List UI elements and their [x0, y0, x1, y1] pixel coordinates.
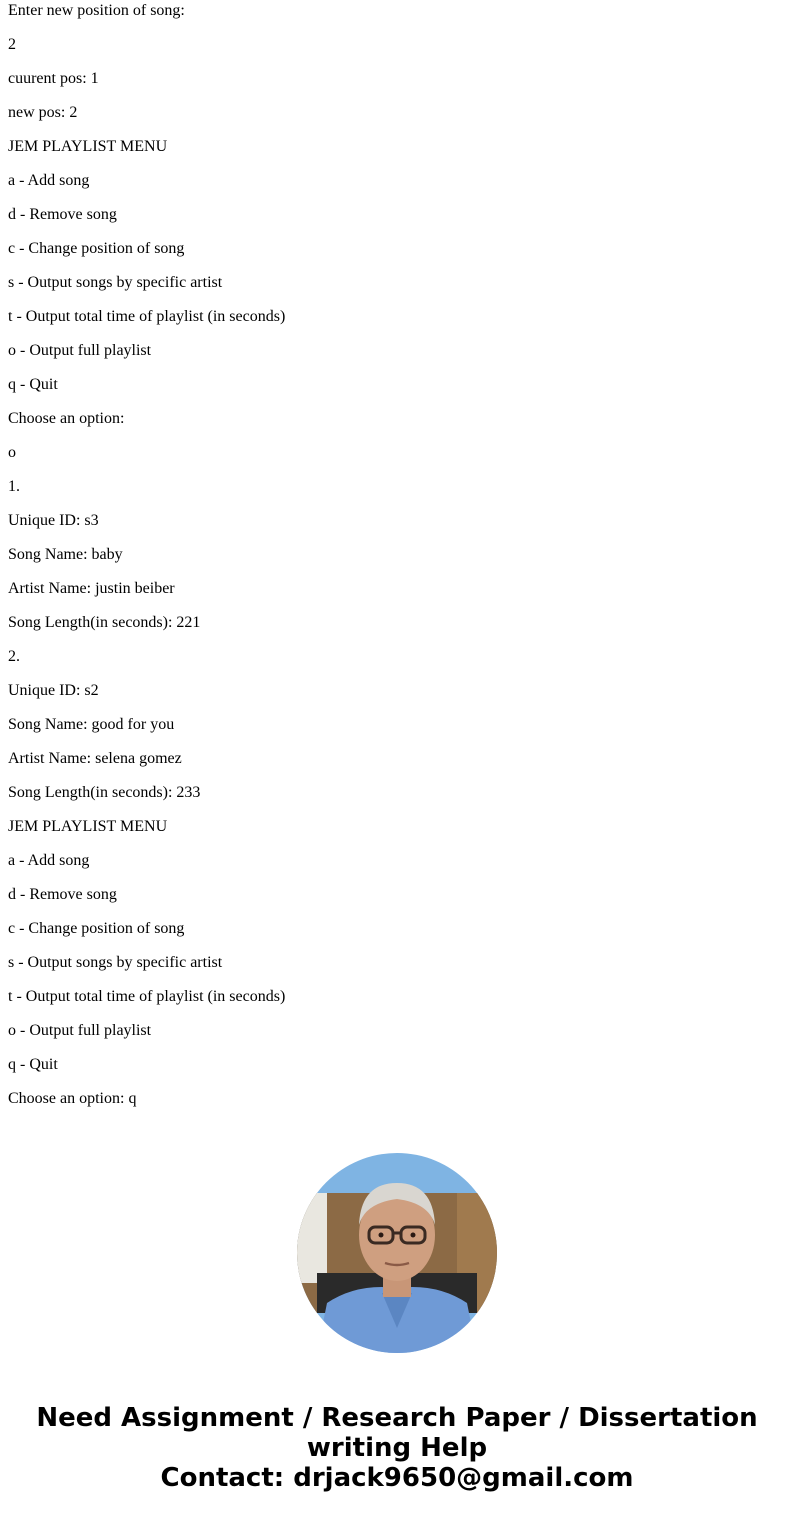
console-line: Unique ID: s2 — [8, 682, 99, 699]
console-line: Song Name: good for you — [8, 716, 175, 733]
console-line: Song Name: baby — [8, 546, 123, 563]
console-line: a - Add song — [8, 172, 90, 189]
console-line: JEM PLAYLIST MENU — [8, 138, 168, 155]
console-line: d - Remove song — [8, 206, 117, 223]
console-line: 2 — [8, 36, 16, 53]
console-line: JEM PLAYLIST MENU — [8, 818, 168, 835]
console-line: Choose an option: q — [8, 1090, 137, 1107]
console-line: t - Output total time of playlist (in seconds) — [8, 988, 286, 1005]
console-line: d - Remove song — [8, 886, 117, 903]
console-line: a - Add song — [8, 852, 90, 869]
console-line: Choose an option: — [8, 410, 125, 427]
console-line: o — [8, 444, 16, 461]
console-line: s - Output songs by specific artist — [8, 954, 223, 971]
console-line: Song Length(in seconds): 233 — [8, 784, 201, 801]
portrait-image — [297, 1153, 497, 1353]
console-line: new pos: 2 — [8, 104, 78, 121]
console-line: 1. — [8, 478, 20, 495]
console-line: s - Output songs by specific artist — [8, 274, 223, 291]
console-line: Artist Name: justin beiber — [8, 580, 175, 597]
console-line: q - Quit — [8, 376, 58, 393]
console-line: c - Change position of song — [8, 920, 185, 937]
console-line: Song Length(in seconds): 221 — [8, 614, 201, 631]
console-line: c - Change position of song — [8, 240, 185, 257]
promo-line-2: writing Help — [306, 1433, 488, 1463]
console-line: Unique ID: s3 — [8, 512, 99, 529]
console-line: o - Output full playlist — [8, 342, 152, 359]
author-avatar — [297, 1153, 497, 1353]
console-line: q - Quit — [8, 1056, 58, 1073]
console-line: 2. — [8, 648, 20, 665]
console-line: Enter new position of song: — [8, 2, 185, 19]
console-line: cuurent pos: 1 — [8, 70, 99, 87]
console-output — [8, 0, 786, 1122]
console-line: Artist Name: selena gomez — [8, 750, 182, 767]
console-line: o - Output full playlist — [8, 1022, 152, 1039]
promo-line-1: Need Assignment / Research Paper / Dissertation — [36, 1403, 758, 1433]
promo-banner — [0, 1403, 794, 1493]
console-line: t - Output total time of playlist (in seconds) — [8, 308, 286, 325]
promo-contact: Contact: drjack9650@gmail.com — [160, 1463, 634, 1493]
